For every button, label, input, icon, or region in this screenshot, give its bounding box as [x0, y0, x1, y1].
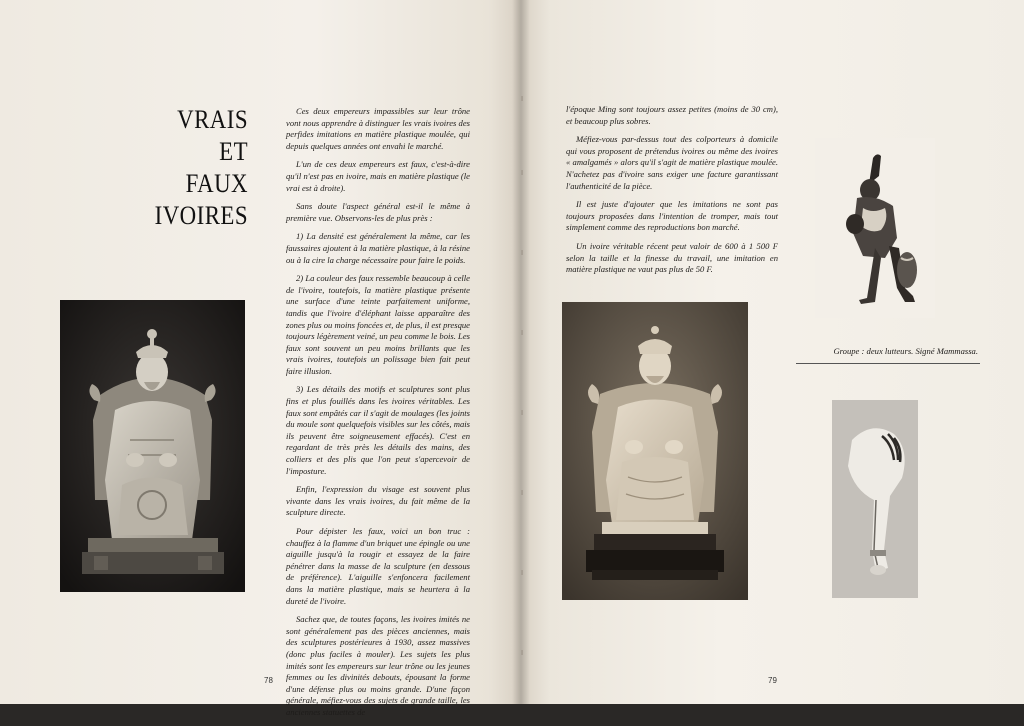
title-line: ET	[219, 137, 248, 166]
caption-rule	[796, 363, 980, 364]
paragraph: Méfiez-vous par-dessus tout des colporteurs à domicile qui vous proposent de prétendus ivoires ou même des ivoires « amalgamés » alors qu'il s'agit de matière plastique moulée. N'achetez pas d'ivoire sans exiger une facture garantissant l'authenticité de la pièce.	[566, 134, 778, 191]
left-text-column	[286, 106, 470, 726]
paragraph: l'époque Ming sont toujours assez petites (moins de 30 cm), et beaucoup plus sobres.	[566, 104, 778, 126]
binding-stitch	[521, 170, 523, 175]
paragraph: Pour dépister les faux, voici un bon truc : chauffez à la flamme d'un briquet une épingle ou une aiguille jusqu'à la rougir et essayez de la faire pénétrer dans la masse de la sculpture (en dessous de préférence). L'aiguille s'enfoncera facilement dans la matière plastique, mais se heurtera à la dureté de l'ivoire.	[286, 526, 470, 606]
paragraph: Un ivoire véritable récent peut valoir de 600 à 1 500 F selon la taille et la finesse du travail, une imitation en matière plastique ne vaut pas plus de 50 F.	[566, 240, 778, 275]
binding-stitch	[521, 570, 523, 575]
paragraph: L'un de ces deux empereurs est faux, c'est-à-dire qu'il n'est pas en ivoire, mais en matière plastique (le vrai est à droite).	[286, 159, 470, 193]
binding-stitch	[521, 250, 523, 255]
emperor-photo-real	[562, 302, 748, 600]
page-number: 79	[768, 676, 777, 685]
paragraph: Sans doute l'aspect général est-il le même à première vue. Observons-les de plus près :	[286, 201, 470, 223]
photo-caption: Groupe : deux lutteurs. Signé Mammassa.	[833, 346, 978, 356]
paragraph: Enfin, l'expression du visage est souvent plus vivante dans les vrais ivoires, du fait même de la sculpture directe.	[286, 484, 470, 518]
emperor-photo-fake	[60, 300, 245, 592]
page-number: 78	[264, 676, 273, 685]
binding-stitch	[521, 650, 523, 655]
paragraph: 1) La densité est généralement la même, car les faussaires ajoutent à la matière plastique, à la résine ou à la cire la charge nécessaire pour faire le poids.	[286, 231, 470, 265]
horse-ivory-photo	[832, 400, 918, 598]
paragraph: 3) Les détails des motifs et sculptures sont plus fins et plus fouillés dans les ivoires véritables. Les faux sont empâtés car il s'agit de moulages (les joints du moule sont quelquefois visibles sur les côtés, mais ils peuvent être soigneusement effacés). C'est en regardant de très près les détails des mains, des colliers et des plis que l'on peut s'apercevoir de l'imposture.	[286, 384, 470, 476]
paragraph: Sachez que, de toutes façons, les ivoires imités ne sont généralement pas des pièces anciennes, mais des sculptures postérieures à 1930, assez massives (donc plus faciles à mouler). Les sujets les plus imités sont les empereurs sur leur trône ou les jeunes femmes ou les divinités debouts, épousant la forme d'une défense plus ou moins grande. D'une façon générale, méfiez-vous des sujets de grande taille, les anciennes statuettes de	[286, 614, 470, 717]
right-text-column	[566, 104, 778, 283]
paragraph: Ces deux empereurs impassibles sur leur trône vont nous apprendre à distinguer les vrais ivoires des perfides imitations en matière plastique moulée, qui depuis quelques années ont envahi le marché.	[286, 106, 470, 151]
title-line: VRAIS	[177, 105, 248, 134]
paragraph: 2) La couleur des faux ressemble beaucoup à celle de l'ivoire, toutefois, la matière plastique présente une surface d'une teinte parfaitement uniforme, tandis que l'ivoire d'éléphant laisse apparaître des zones plus ou moins foncées et, de plus, il est presque toujours légèrement veiné, un peu comme le bois. Les faux sont souvent un peu moins brillants que les vrais ivoires, toutefois un polissage bien fait peut faire illusion.	[286, 273, 470, 376]
wrestlers-photo	[815, 138, 935, 318]
binding-stitch	[521, 490, 523, 495]
binding-stitch	[521, 330, 523, 335]
paragraph: Il est juste d'ajouter que les imitations ne sont pas toujours proposées dans l'intention de tromper, mais tout simplement comme des reproductions bon marché.	[566, 199, 778, 233]
binding-stitch	[521, 96, 523, 101]
book-gutter	[512, 0, 530, 704]
article-title	[135, 104, 248, 232]
title-line: FAUX	[185, 169, 248, 198]
title-line: IVOIRES	[154, 201, 248, 230]
binding-stitch	[521, 410, 523, 415]
right-page	[520, 0, 1024, 704]
